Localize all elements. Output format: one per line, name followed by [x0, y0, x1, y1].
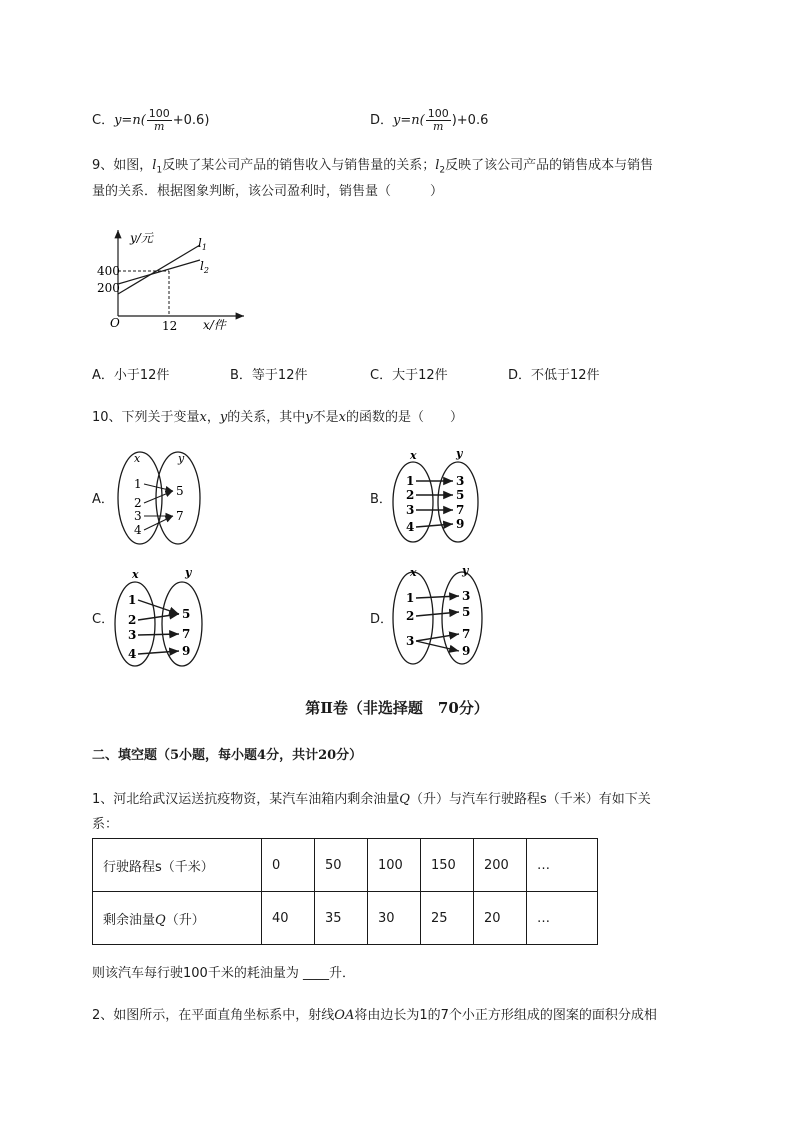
table-cell: 25 — [421, 892, 474, 945]
option-d-rhs: )+0.6 — [451, 113, 489, 128]
domain-element: 1 — [134, 477, 142, 491]
domain-element: 2 — [406, 609, 415, 623]
set-x-label: x — [134, 452, 141, 465]
table-cell: 行驶路程s（千米） — [93, 839, 262, 892]
table-cell: … — [527, 839, 598, 892]
domain-element: 4 — [406, 520, 415, 534]
label-l1-letter: l — [198, 236, 202, 250]
origin-label: O — [110, 316, 120, 330]
q10-text: ， — [206, 410, 220, 425]
var-Q: Q — [399, 792, 410, 807]
var-x: x — [338, 410, 346, 425]
var-Q: Q — [155, 912, 166, 928]
mapping-arrow — [138, 614, 179, 620]
domain-element: 3 — [406, 503, 415, 517]
domain-element: 2 — [134, 496, 142, 510]
fraction-denominator: m — [154, 120, 165, 133]
label-l1-sub: 1 — [201, 243, 207, 252]
table-cell: 20 — [474, 892, 527, 945]
domain-element: 1 — [406, 474, 415, 488]
l1-subscript: 1 — [156, 165, 163, 176]
fq2-stem — [92, 1008, 657, 1024]
fq1-text: 升． — [328, 966, 355, 981]
mapping-diagram-c — [115, 566, 202, 666]
domain-element: 3 — [128, 628, 137, 642]
table-cell: 150 — [421, 839, 474, 892]
table-cell: 200 — [474, 839, 527, 892]
var-y: y — [219, 410, 228, 425]
domain-element: 1 — [128, 593, 137, 607]
table-cell — [93, 892, 262, 945]
fq1-stem-line1 — [92, 792, 651, 808]
fraction-numerator: 100 — [148, 107, 170, 120]
q9-option-a: A．小于12件 — [92, 368, 170, 383]
option-c-rhs: +0.6) — [172, 113, 210, 128]
table-cell: 35 — [315, 892, 368, 945]
range-element: 9 — [462, 644, 471, 658]
q10-text: 10、下列关于变量 — [92, 410, 200, 425]
set-x-label: x — [410, 566, 417, 579]
option-d-lhs: y=n( — [393, 113, 425, 128]
y-axis-label: y/元 — [130, 231, 153, 245]
domain-element: 3 — [406, 634, 415, 648]
mapping-diagram-b — [393, 447, 478, 542]
fq1-stem-line2: 系： — [92, 817, 119, 832]
fq1-answer-line — [92, 966, 355, 982]
cell-text: 剩余油量 — [103, 912, 156, 928]
option-d-label: D． — [370, 113, 394, 128]
section-fill-blank-heading: 二、填空题（5小题，每小题4分，共计20分） — [92, 748, 363, 763]
fuel-table — [92, 838, 598, 945]
q9-text: 9、如图， — [92, 158, 153, 173]
q10-text: 不是 — [312, 410, 339, 425]
mapping-diagram-a — [118, 452, 200, 544]
l1-symbol: l — [152, 158, 157, 173]
set-x-label: x — [132, 568, 139, 581]
domain-element: 4 — [128, 647, 137, 661]
label-l2-sub: 2 — [203, 266, 209, 275]
range-element: 9 — [182, 644, 191, 658]
q10-option-b-label: B． — [370, 492, 392, 507]
range-element: 7 — [456, 503, 465, 517]
range-element: 5 — [456, 488, 465, 502]
range-element: 5 — [176, 484, 184, 498]
part-2-title: 第Ⅱ卷（非选择题 70分） — [305, 699, 489, 717]
q10-text: 的函数的是（ ） — [346, 410, 464, 425]
y-tick-400: 400 — [97, 264, 120, 278]
fq1-text: 1、河北给武汉运送抗疫物资，某汽车油箱内剩余油量 — [92, 792, 400, 807]
x-tick-12: 12 — [162, 319, 178, 333]
option-c-label: C． — [92, 113, 115, 128]
mapping-diagram-d — [393, 564, 482, 664]
table-cell: 40 — [262, 892, 315, 945]
mapping-arrow — [138, 651, 179, 654]
set-y-label: y — [462, 564, 469, 577]
table-cell: 0 — [262, 839, 315, 892]
range-element: 7 — [462, 627, 471, 641]
domain-element: 2 — [128, 613, 137, 627]
option-c-lhs: y=n( — [114, 113, 146, 128]
fq2-text: 将由边长为1的7个小正方形组成的图案的面积分成相 — [354, 1008, 657, 1023]
range-element: 7 — [176, 509, 184, 523]
mapping-arrow — [138, 600, 179, 614]
mapping-arrow — [416, 641, 459, 651]
q9-option-d: D．不低于12件 — [508, 368, 600, 383]
fq1-text: （升）与汽车行驶路程s（千米）有如下关 — [409, 792, 651, 807]
x-axis-label: x/件 — [203, 318, 226, 332]
range-element: 5 — [182, 607, 191, 621]
l2-symbol: l — [435, 158, 440, 173]
fq1-text: 则该汽车每行驶100千米的耗油量为 — [92, 966, 303, 981]
fraction-denominator: m — [432, 120, 444, 133]
range-element: 7 — [182, 627, 191, 641]
mapping-arrow — [416, 596, 459, 598]
q10-option-a-label: A． — [92, 492, 114, 507]
set-y-label: y — [456, 447, 463, 460]
mapping-arrow — [144, 484, 173, 491]
domain-element: 1 — [406, 591, 415, 605]
var-x: x — [199, 410, 207, 425]
q9-option-c: C．大于12件 — [370, 368, 448, 383]
mapping-arrow — [144, 491, 173, 503]
y-tick-200: 200 — [97, 281, 120, 295]
answer-blank: ____ — [302, 966, 329, 981]
domain-element: 2 — [406, 488, 415, 502]
fq2-text: 2、如图所示，在平面直角坐标系中，射线 — [92, 1008, 335, 1023]
set-x-label: x — [410, 449, 417, 462]
mapping-arrow — [416, 612, 459, 616]
domain-element: 4 — [134, 523, 142, 537]
range-element: 9 — [456, 517, 465, 531]
table-cell: … — [527, 892, 598, 945]
q10-option-c-label: C． — [92, 612, 115, 627]
label-l2-letter: l — [200, 259, 204, 273]
q9-option-b: B．等于12件 — [230, 368, 308, 383]
table-cell: 50 — [315, 839, 368, 892]
q9-stem-line2: 量的关系．根据图象判断，该公司盈利时，销售量（ ） — [92, 184, 444, 199]
table-row — [93, 892, 598, 945]
mapping-arrow — [416, 634, 459, 641]
cell-text: （升） — [165, 912, 205, 928]
set-y-label: y — [178, 452, 185, 465]
range-element: 3 — [456, 474, 465, 488]
q9-text: 反映了某公司产品的销售收入与销售量的关系； — [162, 158, 436, 173]
l2-subscript: 2 — [439, 165, 446, 176]
set-y-label: y — [185, 566, 192, 579]
table-cell: 30 — [368, 892, 421, 945]
table-cell: 100 — [368, 839, 421, 892]
mapping-arrow — [138, 634, 179, 635]
ray-OA: OA — [334, 1008, 355, 1023]
table-row — [93, 839, 598, 892]
domain-element: 3 — [134, 509, 142, 523]
range-element: 5 — [462, 605, 471, 619]
fraction-numerator: 100 — [427, 107, 449, 120]
range-element: 3 — [462, 589, 471, 603]
q10-option-d-label: D． — [370, 612, 394, 627]
var-y: y — [305, 410, 313, 425]
q9-text: 反映了该公司产品的销售成本与销售 — [445, 158, 654, 173]
q10-text: 的关系，其中 — [227, 410, 306, 425]
mapping-arrow — [416, 524, 453, 527]
